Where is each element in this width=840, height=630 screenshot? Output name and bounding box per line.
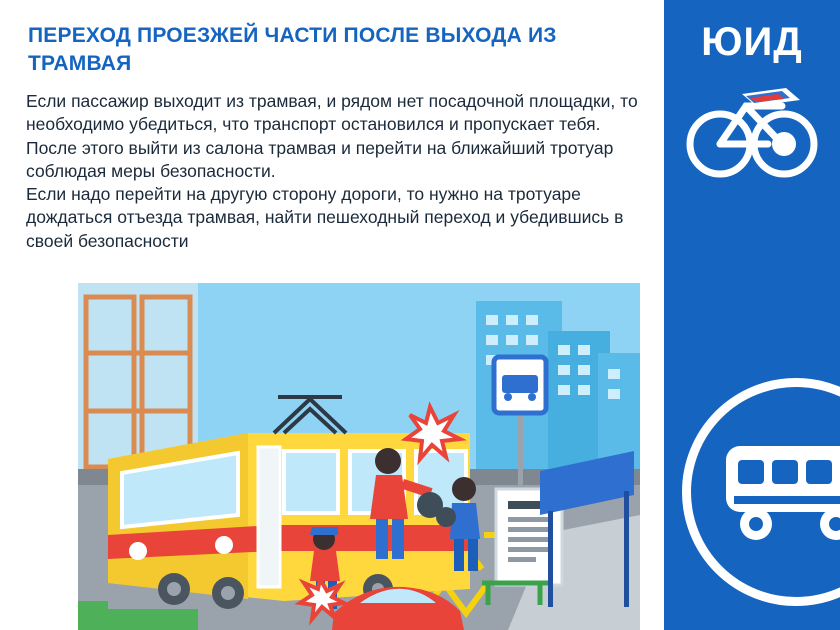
right-brand-panel xyxy=(664,0,840,630)
illustration xyxy=(78,283,640,630)
paragraph-2: Если надо перейти на другую сторону дороги, то нужно на тротуаре дождаться отъезда трамвая, найти пешеходный переход и убедившись в своей безопасности xyxy=(26,184,624,251)
bus-icon xyxy=(720,440,840,544)
body-text xyxy=(26,90,640,253)
paragraph-1: Если пассажир выходит из трамвая, и рядом нет посадочной площадки, то необходимо убедиться, что транспорт остановился и пропускает тебя. После этого выйти из салона трамвая и перейти на ближайший тротуар соблюдая меры безопасности. xyxy=(26,91,638,181)
yuid-logo xyxy=(664,10,840,200)
yuid-logo-text: ЮИД xyxy=(701,20,803,64)
tram-stop-scene-graphic xyxy=(78,283,640,630)
bicycle-infinity-icon xyxy=(682,70,822,190)
page-title: ПЕРЕХОД ПРОЕЗЖЕЙ ЧАСТИ ПОСЛЕ ВЫХОДА ИЗ ТРАМВАЯ xyxy=(28,24,557,75)
bus-stop-sign xyxy=(682,378,840,618)
